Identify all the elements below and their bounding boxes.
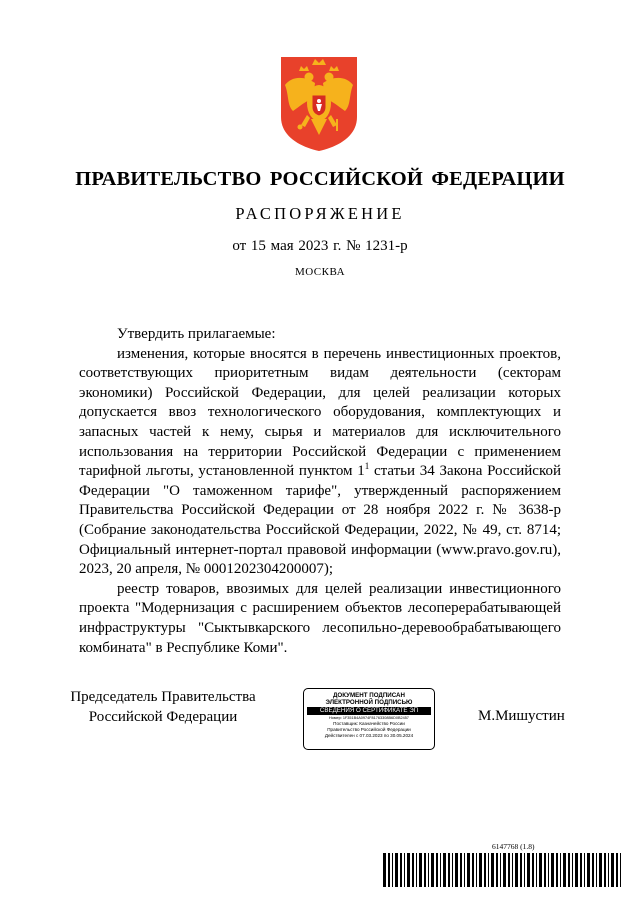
barcode-bar <box>496 853 498 887</box>
barcode-bar <box>616 853 618 887</box>
barcode-bar <box>544 853 546 887</box>
amendments-paragraph <box>79 345 561 580</box>
barcode-bar <box>503 853 506 887</box>
barcode-bar <box>584 853 585 887</box>
barcode-bar <box>424 853 426 887</box>
barcode-bar <box>608 853 609 887</box>
barcode-bar <box>587 853 590 887</box>
barcode-bar <box>479 853 482 887</box>
barcode-bar <box>508 853 510 887</box>
amendments-text-part2: статьи 34 Закона Российской Федерации "О таможенном тарифе", утвержденный распоряжением Правительства Российской Федерации от 28 ноября 2022 г. № 3638-р (Собрание законодательства Российской Федерации, 2022, № 49, ст. 8714; Официальный интернет-портал правовой информации (www.pravo.gov.ru), 2023, 20 апреля, № 0001202304200007); <box>79 463 561 578</box>
barcode-bar <box>416 853 417 887</box>
barcode-bar <box>488 853 489 887</box>
barcode-bar <box>428 853 429 887</box>
stamp-supplier: Поставщик: Казначейство России <box>333 721 405 726</box>
barcode-bar <box>476 853 477 887</box>
barcode-bar <box>407 853 410 887</box>
government-title: ПРАВИТЕЛЬСТВО РОССИЙСКОЙ ФЕДЕРАЦИИ <box>75 168 565 190</box>
barcode-bar <box>460 853 462 887</box>
stamp-validity: Действителен с 07.03.2023 по 30.05.2024 <box>324 733 414 738</box>
barcode-bar <box>419 853 422 887</box>
barcode-bar <box>436 853 438 887</box>
stamp-owner: Правительство Российской Федерации <box>327 727 411 732</box>
barcode-bar <box>568 853 570 887</box>
document-date-number: от 15 мая 2023 г. № 1231-р <box>232 238 408 254</box>
barcode-bar <box>599 853 602 887</box>
document-city: МОСКВА <box>294 266 346 278</box>
barcode-bar <box>575 853 578 887</box>
coat-of-arms-emblem <box>279 55 359 152</box>
barcode-bar <box>455 853 458 887</box>
barcode-bar <box>560 853 561 887</box>
barcode-bar <box>448 853 450 887</box>
intro-paragraph: Утвердить прилагаемые: <box>117 326 276 342</box>
barcode-bar <box>524 853 525 887</box>
barcode-bar <box>452 853 453 887</box>
signer-name: М.Мишустин <box>478 708 565 724</box>
barcode-bar <box>404 853 405 887</box>
barcode-number: 6147768 (1.8) <box>492 842 535 851</box>
barcode-bar <box>440 853 441 887</box>
barcode-bar <box>548 853 549 887</box>
barcode-bar <box>532 853 534 887</box>
barcode-bar <box>464 853 465 887</box>
barcode-bar <box>431 853 434 887</box>
stamp-line2: ЭЛЕКТРОННОЙ ПОДПИСЬЮ <box>325 699 413 706</box>
document-type: РАСПОРЯЖЕНИЕ <box>235 204 405 223</box>
barcode-bar <box>563 853 566 887</box>
barcode-bar <box>596 853 597 887</box>
signatory-title <box>68 688 258 727</box>
superscript: 1 <box>364 461 370 472</box>
barcode-bar <box>611 853 614 887</box>
document-body <box>79 325 561 658</box>
barcode-bar <box>491 853 494 887</box>
barcode-bar <box>472 853 474 887</box>
barcode-bar <box>551 853 554 887</box>
signatory-title-line2: Российской Федерации <box>88 708 238 725</box>
barcode <box>383 853 623 887</box>
barcode-bar <box>400 853 402 887</box>
electronic-signature-stamp <box>303 688 435 750</box>
barcode-bar <box>620 853 621 887</box>
barcode-bar <box>383 853 386 887</box>
barcode-bar <box>604 853 606 887</box>
barcode-bar <box>395 853 398 887</box>
barcode-bar <box>539 853 542 887</box>
barcode-bar <box>500 853 501 887</box>
registry-paragraph: реестр товаров, ввозимых для целей реализации инвестиционного проекта "Модернизация с расширением объектов лесоперерабатывающей инфраструктуры "Сыктывкарского лесопильно-деревообрабатывающего комбината" в Республике Коми". <box>79 580 561 656</box>
barcode-bar <box>515 853 518 887</box>
barcode-bar <box>412 853 414 887</box>
amendments-text-part1: изменения, которые вносятся в перечень инвестиционных проектов, соответствующих приоритетным видам деятельности (секторам экономики) Российской Федерации, для целей реализации которых допускается ввоз технологического оборудования, комплектующих и запасных частей к нему, сырья и материалов для исключительного использования на территории Российской Федерации с применением тарифной льготы, установленной пунктом 1 <box>79 345 561 480</box>
stamp-certificate-number: Номер: 1F351B4A0974F81763308B6D0B2457 <box>329 716 409 720</box>
barcode-bar <box>592 853 594 887</box>
stamp-line1: ДОКУМЕНТ ПОДПИСАН <box>333 692 405 699</box>
barcode-bar <box>536 853 537 887</box>
barcode-bar <box>512 853 513 887</box>
barcode-bar <box>467 853 470 887</box>
barcode-bar <box>572 853 573 887</box>
barcode-bar <box>580 853 582 887</box>
barcode-bar <box>388 853 390 887</box>
barcode-bar <box>443 853 446 887</box>
barcode-bar <box>556 853 558 887</box>
barcode-bar <box>520 853 522 887</box>
barcode-bar <box>484 853 486 887</box>
stamp-certificate-header: СВЕДЕНИЯ О СЕРТИФИКАТЕ ЭП <box>307 707 431 715</box>
barcode-bar <box>392 853 393 887</box>
barcode-bar <box>527 853 530 887</box>
signatory-title-line1: Председатель Правительства <box>70 689 256 705</box>
